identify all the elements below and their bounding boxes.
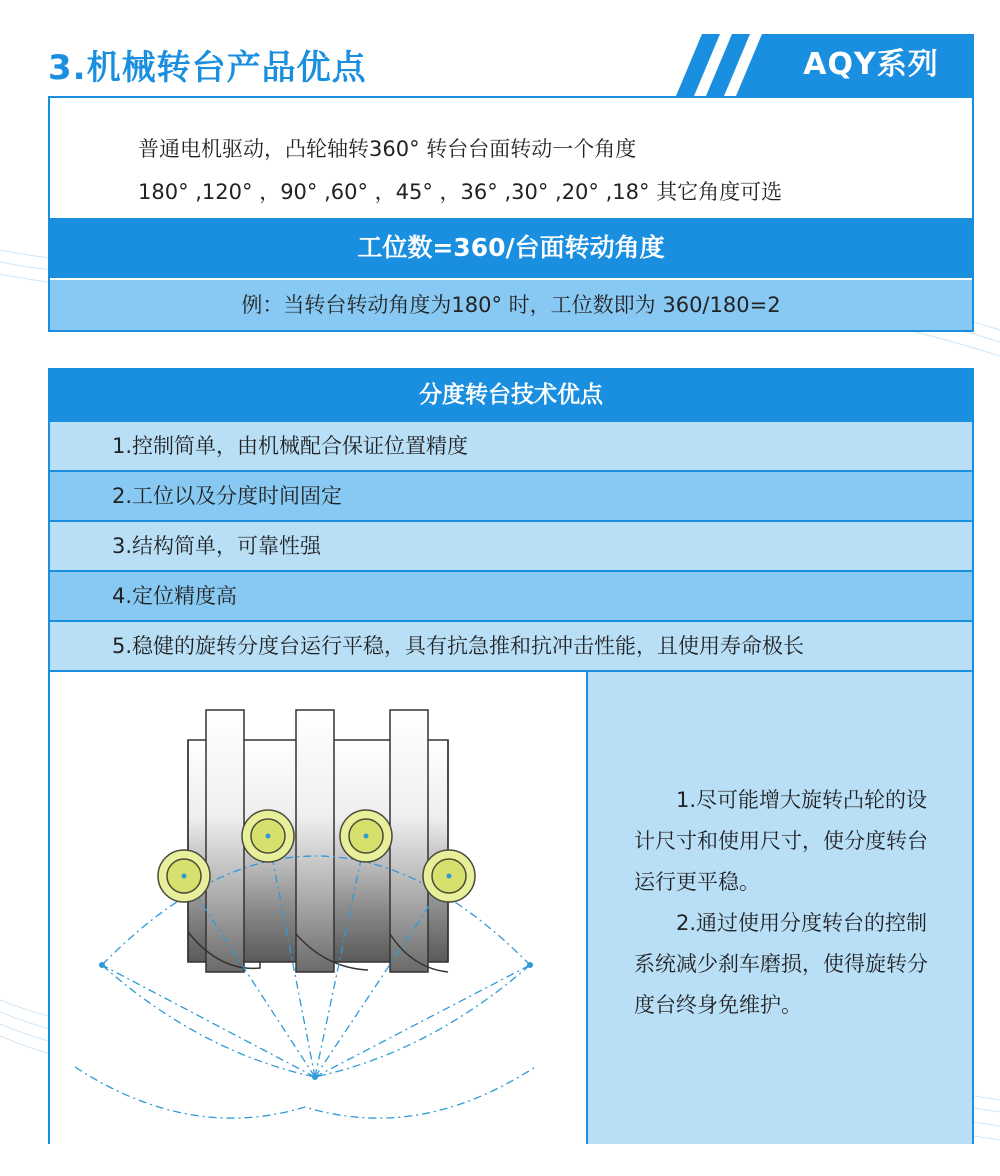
series-label: AQY系列: [803, 47, 939, 82]
cam-diagram-cell: [50, 672, 588, 1144]
cam-detail-section: [50, 670, 972, 1144]
intro-text: [138, 128, 782, 214]
intro-line-1: 普通电机驱动，凸轮轴转360° 转台台面转动一个角度: [138, 137, 637, 161]
advantage-item: 2.工位以及分度时间固定: [50, 470, 972, 520]
advantage-item: 1.控制简单，由机械配合保证位置精度: [50, 420, 972, 470]
cam-body: [188, 710, 448, 972]
angle-info-panel: [48, 96, 974, 332]
advantage-item: 3.结构简单，可靠性强: [50, 520, 972, 570]
advantages-panel: [48, 368, 974, 1144]
intro-line-2: 180° ,120° ，90° ,60° ，45° ，36° ,30° ,20° ,18° 其它角度可选: [138, 180, 783, 204]
description-cell: [588, 672, 972, 1144]
description-paragraph-2: 2.通过使用分度转台的控制系统减少刹车磨损，使得旋转分度台终身免维护。: [634, 911, 928, 1017]
series-badge: [676, 34, 974, 96]
example-bar: 例：当转台转动角度为180° 时，工位数即为 360/180=2: [50, 280, 972, 330]
advantage-item: 4.定位精度高: [50, 570, 972, 620]
formula-bar: 工位数=360/台面转动角度: [50, 218, 972, 278]
advantage-item: 5.稳健的旋转分度台运行平稳，具有抗急推和抗冲击性能，且使用寿命极长: [50, 620, 972, 670]
cam-roller-diagram: [50, 672, 586, 1144]
advantages-title: 分度转台技术优点: [50, 370, 972, 420]
advantages-list: [50, 420, 972, 670]
description-paragraph-1: 1.尽可能增大旋转凸轮的设计尺寸和使用尺寸，使分度转台运行更平稳。: [634, 788, 928, 894]
page-title: 3.机械转台产品优点: [48, 48, 367, 88]
